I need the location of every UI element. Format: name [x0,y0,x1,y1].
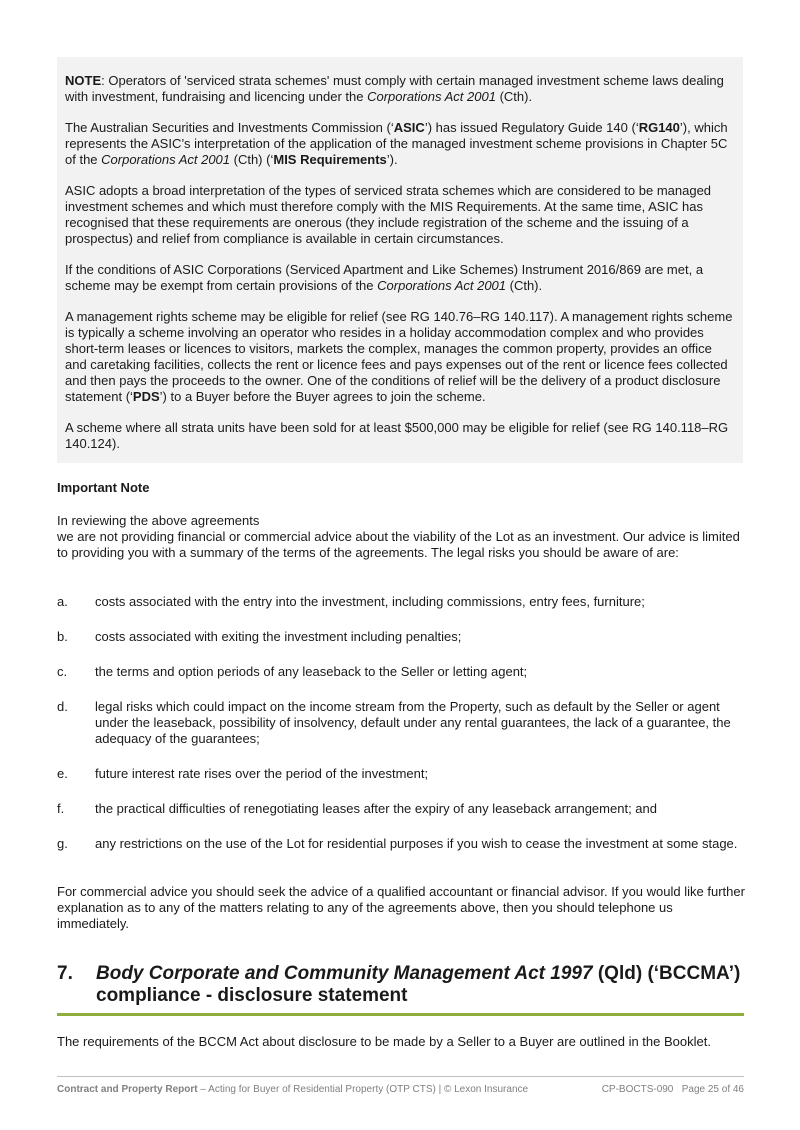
footer-divider [57,1076,744,1077]
list-item [57,629,747,645]
note-text: : Operators of 'serviced strata schemes' must comply with certain managed investment scheme laws dealing with investment, fundraising and licencing under the [65,73,724,104]
section-title [96,963,747,1007]
footer-reference [602,1084,744,1096]
list-marker: b. [57,629,68,644]
note-text: ’). [386,152,398,167]
section-number: 7. [57,963,73,984]
footer-report-subtitle: – Acting for Buyer of Residential Property (OTP CTS) | © Lexon Insurance [197,1084,529,1095]
note-text: (Cth). [506,278,543,293]
list-item-text: legal risks which could impact on the income stream from the Property, such as default by the Seller or agent under the leaseback, possibility of insolvency, default under any rental guarantees, the lack of a guarantee, the adequacy of the guarantees; [95,699,731,746]
defined-term: PDS [132,389,160,404]
list-marker: e. [57,766,68,781]
note-text: A management rights scheme may be eligible for relief (see RG 140.76–RG 140.117). A management rights scheme is typically a scheme involving an operator who resides in a holiday accommodation complex and who provides short-term leases or licences to visitors, markets the complex, manages the common property, provides an office and caretaking facilities, collects the rent or licence fees and pays expenses out of the rent or licence fees collected and then pays the proceeds to the owner. One of the conditions of relief will be the delivery of a product disclosure statement (‘ [65,309,733,404]
note-text: ’) to a Buyer before the Buyer agrees to join the scheme. [159,389,486,404]
section-title-italic: Body Corporate and Community Management Act 1997 [96,963,593,984]
note-paragraph-3: ASIC adopts a broad interpretation of the types of serviced strata schemes which are considered to be managed investment schemes and which must therefore comply with the MIS Requirements. At the same time, ASIC has recognised that these requirements are onerous (they include registration of the scheme and the issuing of a prospectus) and relief from compliance is available in certain circumstances. [65,183,712,246]
list-item [57,766,747,782]
list-marker: a. [57,594,68,609]
intro-line: we are not providing financial or commercial advice about the viability of the Lot as an investment. Our advice is limited to providing you with a summary of the terms of the agreements. The legal risks you should be aware of are: [57,529,740,560]
note-paragraph-1 [65,73,733,105]
footer-document-title [57,1084,528,1096]
note-paragraph-2 [65,120,733,168]
list-item [57,699,747,747]
section-title-rest: (Qld) (‘BCCMA’) compliance - disclosure statement [96,963,741,1006]
act-title: Corporations Act 2001 [377,278,507,293]
note-text: If the conditions of ASIC Corporations (Serviced Apartment and Like Schemes) Instrument 2016/869 are met, a scheme may be exempt from certain provisions of the [65,262,704,293]
list-item-text: the terms and option periods of any leaseback to the Seller or letting agent; [95,664,528,679]
list-marker: f. [57,801,65,816]
important-note [57,480,747,581]
defined-term: RG140 [638,120,680,135]
list-item-text: future interest rate rises over the period of the investment; [95,766,429,781]
note-paragraph-4 [65,262,733,294]
note-paragraph-6: A scheme where all strata units have been sold for at least $500,000 may be eligible for relief (see RG 140.118–RG 140.124). [65,420,729,451]
list-marker: d. [57,699,68,714]
section-divider [57,1013,744,1016]
risk-list [57,594,747,871]
act-title: Corporations Act 2001 [367,89,496,104]
closing-paragraph: For commercial advice you should seek the advice of a qualified accountant or financial advisor. If you would like further explanation as to any of the matters relating to any of the agreements above, then you should telephone us immediately. [57,884,745,931]
note-text: (Cth). [495,89,533,104]
list-item-text: costs associated with the entry into the investment, including commissions, entry fees, furniture; [95,594,645,609]
section-heading [57,963,747,1007]
note-box [57,57,743,463]
page-number: Page 25 of 46 [681,1084,744,1095]
note-label: NOTE [65,73,102,88]
note-text: ’) has issued Regulatory Guide 140 (‘ [424,120,639,135]
list-item-text: costs associated with exiting the investment including penalties; [95,629,462,644]
list-item [57,664,747,680]
list-item-text: the practical difficulties of renegotiating leases after the expiry of any leaseback arrangement; and [95,801,657,816]
defined-term: MIS Requirements [273,152,387,167]
list-item [57,801,747,817]
note-text: ’), which represents the ASIC’s interpretation of the application of the managed investment scheme provisions in Chapter 5C of the [65,120,728,167]
important-note-heading: Important Note [57,480,150,495]
section-body: The requirements of the BCCM Act about disclosure to be made by a Seller to a Buyer are outlined in the Booklet. [57,1034,711,1049]
important-note-intro [57,513,747,561]
list-item-text: any restrictions on the use of the Lot for residential purposes if you wish to cease the investment at some stage. [95,836,738,851]
defined-term: ASIC [393,120,425,135]
list-marker: g. [57,836,68,851]
footer-code: CP-BOCTS-090 [601,1084,674,1095]
list-item [57,836,747,852]
page-footer [57,1084,744,1096]
act-title: Corporations Act 2001 [101,152,231,167]
note-text: The Australian Securities and Investments Commission (‘ [65,120,394,135]
list-marker: c. [57,664,68,679]
intro-line: In reviewing the above agreements [57,513,260,528]
note-text: (Cth) (‘ [230,152,274,167]
list-item [57,594,747,610]
footer-report-name: Contract and Property Report [57,1084,198,1095]
note-paragraph-5 [65,309,733,405]
